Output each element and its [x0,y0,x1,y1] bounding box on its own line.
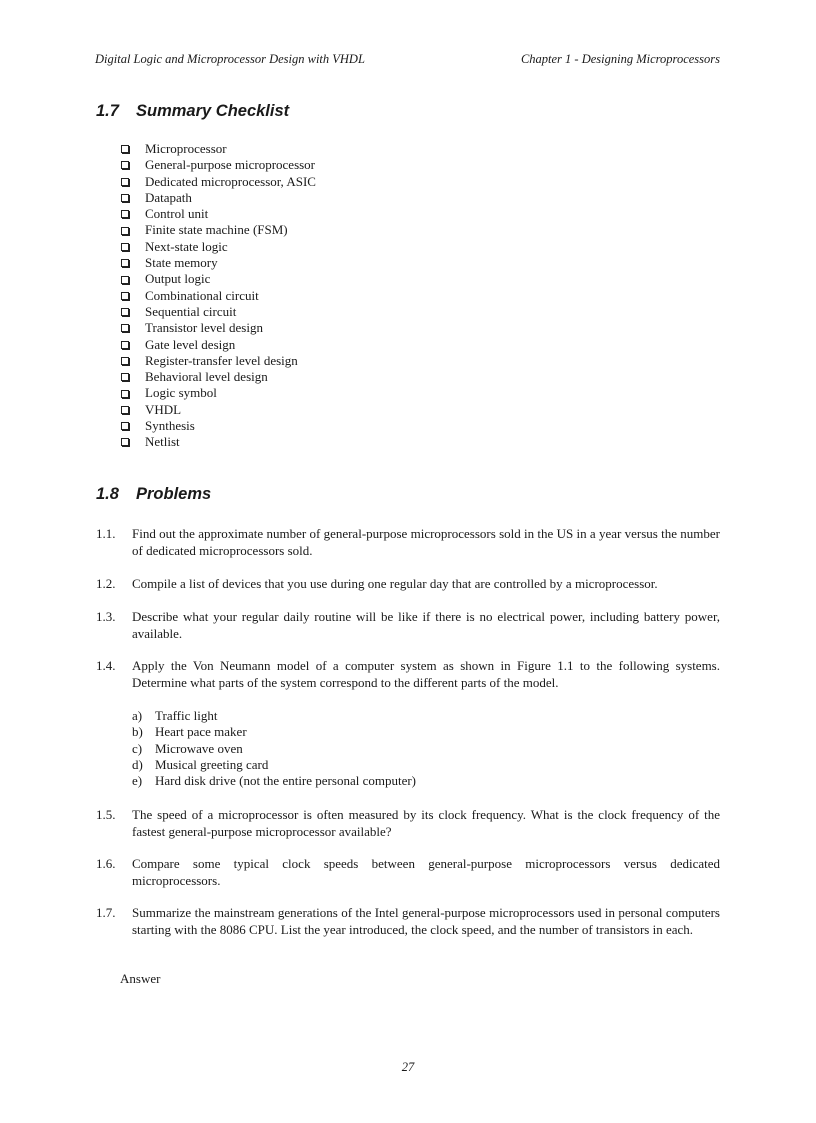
checklist-item-label: Combinational circuit [145,287,259,303]
checklist-item-label: Logic symbol [145,385,217,401]
problem-text: Compile a list of devices that you use during one regular day that are controlled by a microprocessor. [132,576,658,591]
section-title: Problems [136,485,212,503]
checklist-item-label: Netlist [145,434,180,450]
problem-text: The speed of a microprocessor is often measured by its clock frequency. What is the clock frequency of the fastest general-purpose microprocessor available? [132,807,720,839]
problem-number: 1.4. [96,658,116,673]
checklist-item [120,353,316,369]
checkbox-icon [121,390,129,398]
problem-sublist [132,708,416,789]
checklist-item [120,402,316,418]
header-chapter-title: Chapter 1 - Designing Microprocessors [520,52,720,66]
sublist-item [132,708,416,724]
checklist-item [120,369,316,385]
checklist-item [120,141,316,157]
checkbox-icon [121,422,129,430]
sublist-item [132,741,416,757]
checklist-item [120,288,316,304]
checkbox-icon [121,308,129,316]
checkbox-icon [121,227,129,235]
checklist-item [120,239,316,255]
page-header [95,52,720,67]
checkbox-icon [121,438,129,446]
checkbox-icon [121,145,129,153]
checklist-item [120,271,316,287]
checkbox-icon [121,161,129,169]
problem-number: 1.6. [96,856,116,871]
problem-number: 1.7. [96,905,116,920]
checklist-item-label: Output logic [145,271,211,287]
summary-checklist-heading [96,102,289,121]
checklist-item [120,157,316,173]
sublist-text: Hard disk drive (not the entire personal computer) [155,773,416,789]
checklist-item [120,206,316,222]
checklist-item-label: Next-state logic [145,238,228,254]
sublist-letter: b) [132,724,143,740]
sublist-letter: a) [132,708,143,723]
checklist-item-label: VHDL [145,401,182,417]
checkbox-icon [121,292,129,300]
problem-number: 1.1. [96,526,116,541]
checklist-item-label: Synthesis [145,418,195,434]
sublist-letter: d) [132,756,143,772]
checkbox-icon [121,324,129,332]
sublist-text: Musical greeting card [155,756,269,772]
checklist-item-label: Behavioral level design [145,369,268,385]
problem-text: Describe what your regular daily routine will be like if there is no electrical power, including battery power, available. [132,609,720,641]
checklist-item-label: Register-transfer level design [145,352,298,368]
checkbox-icon [121,178,129,186]
checkbox-icon [121,276,129,284]
checklist-item-label: Dedicated microprocessor, ASIC [145,173,316,189]
sublist-item [132,757,416,773]
checklist-item [120,337,316,353]
sublist-text: Traffic light [155,708,218,723]
checkbox-icon [121,357,129,365]
header-book-title: Digital Logic and Microprocessor Design with VHDL [95,52,365,66]
problem-item [96,576,720,593]
section-title: Summary Checklist [136,102,290,120]
problem-item [96,807,720,840]
checklist-item [120,190,316,206]
checklist-item [120,320,316,336]
summary-checklist [120,141,316,451]
problem-number: 1.3. [96,609,116,624]
sublist-letter: e) [132,773,143,789]
sublist-text: Microwave oven [155,740,243,756]
checklist-item [120,434,316,450]
checklist-item-label: General-purpose microprocessor [145,157,316,173]
problem-number: 1.5. [96,807,116,822]
checkbox-icon [121,243,129,251]
sublist-text: Heart pace maker [155,724,247,740]
checklist-item [120,304,316,320]
checkbox-icon [121,210,129,218]
sublist-item [132,724,416,740]
problem-text: Apply the Von Neumann model of a computer system as shown in Figure 1.1 to the following systems. Determine what parts of the system correspond to the different parts of the model. [132,658,720,690]
checklist-item-label: Finite state machine (FSM) [145,222,288,238]
problem-item [96,526,720,559]
section-number: 1.7 [96,102,119,120]
section-number: 1.8 [96,485,119,503]
checklist-item-label: Gate level design [145,336,236,352]
sublist-letter: c) [132,740,143,756]
checklist-item-label: Datapath [145,189,192,205]
problems-heading [96,485,211,504]
checklist-item-label: State memory [145,255,218,271]
checkbox-icon [121,259,129,267]
problem-text: Compare some typical clock speeds between general-purpose microprocessors versus dedicated microprocessors. [132,856,720,888]
checklist-item-label: Sequential circuit [145,303,237,319]
problem-text: Summarize the mainstream generations of the Intel general-purpose microprocessors used in personal computers starting with the 8086 CPU. List the year introduced, the clock speed, and the number of transistors in each. [132,905,720,937]
problem-item [96,856,720,889]
checkbox-icon [121,373,129,381]
checklist-item [120,418,316,434]
problem-text: Find out the approximate number of general-purpose microprocessors sold in the US in a year versus the number of dedicated microprocessors sold. [132,526,720,558]
checklist-item-label: Control unit [145,206,209,222]
problem-item [96,609,720,642]
problem-number: 1.2. [96,576,116,591]
checkbox-icon [121,194,129,202]
sublist-item [132,773,416,789]
checklist-item [120,385,316,401]
answer-label: Answer [120,971,161,986]
page-number: 27 [401,1060,415,1074]
checkbox-icon [121,406,129,414]
checkbox-icon [121,341,129,349]
checklist-item [120,255,316,271]
checklist-item-label: Transistor level design [145,320,263,336]
checklist-item [120,174,316,190]
problem-item [96,658,720,691]
problem-item [96,905,720,938]
checklist-item [120,222,316,238]
checklist-item-label: Microprocessor [145,141,227,156]
